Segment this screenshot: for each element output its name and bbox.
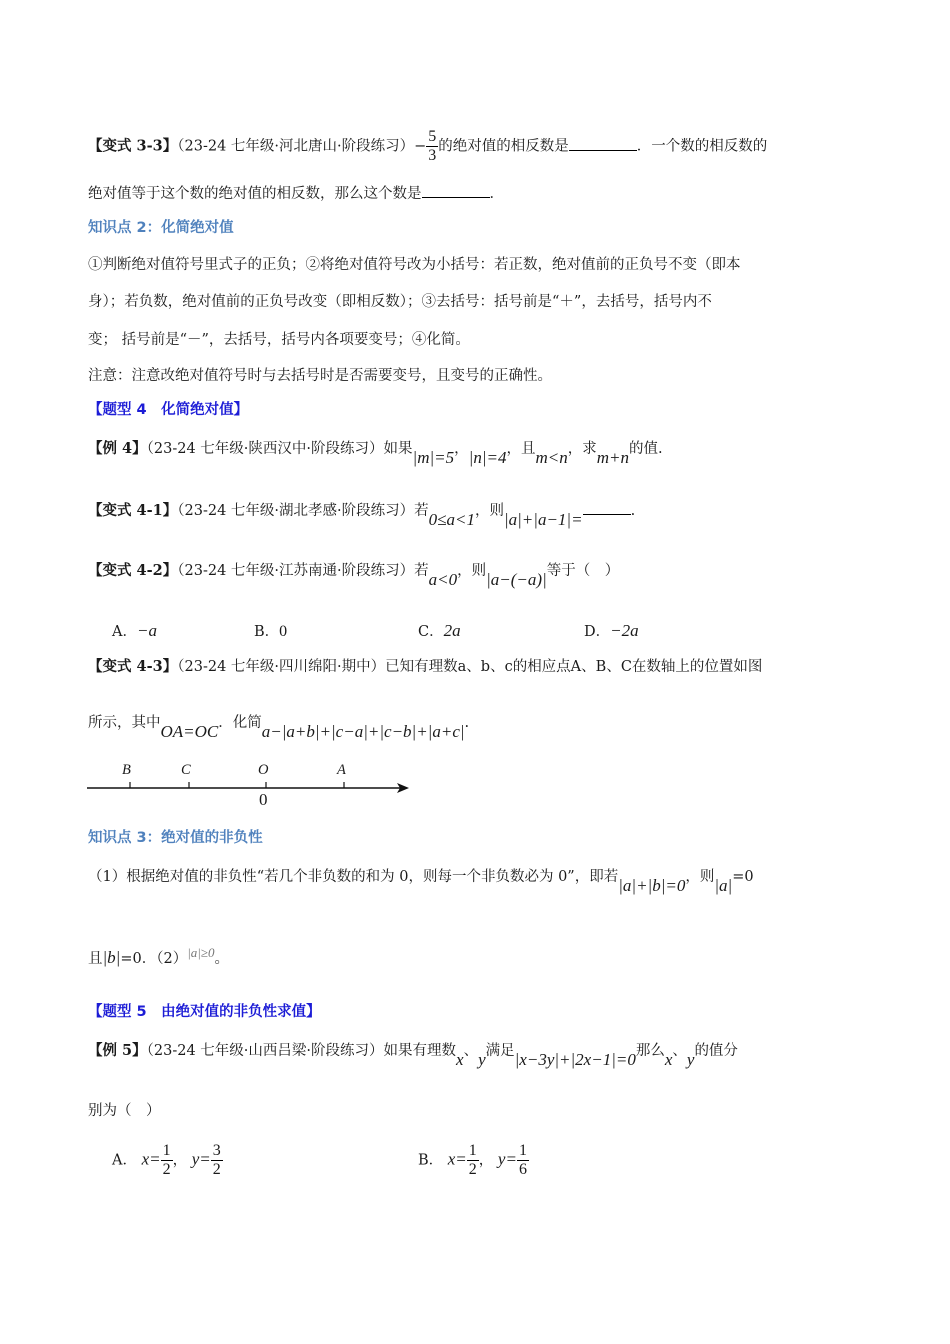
math-expr: |a|≥0 [187,945,215,960]
knowledge-point-2-title: 知识点 2：化简绝对值 [88,220,234,236]
kp2-note: 注意：注意改绝对值符号时与去括号时是否需要变号，且变号的正确性。 [88,368,552,384]
math-expr: |x−3y|+|2x−1|=0 [514,1050,636,1069]
example-5-line2: 别为（ ） [88,1103,161,1119]
number-line-diagram [85,762,415,812]
math-expr: |a| [714,876,733,895]
option-a[interactable]: A． x= $\frac{1}{2}$ ， y= $\frac{3}{2}$ [112,1142,221,1178]
question-type-4-title: 【题型 4 化简绝对值】 [88,402,249,418]
fraction: $\frac{5}{3}$ [428,128,437,164]
option-c[interactable]: C．2a [418,621,461,640]
math-expr: |a−(−a)| [486,570,547,589]
option-b[interactable]: B．0 [254,623,288,640]
minus-sign: − [414,138,427,155]
answer-blank[interactable] [422,183,490,198]
point-label-a: A [337,762,346,778]
variant-4-3: 【变式 4-3】（23-24 七年级·四川绵阳·期中）已知有理数a、b、c的相应点A、B、C在数轴上的位置如图 [88,658,763,675]
math-expr: |a|+|a−1|= [503,510,583,529]
answer-blank[interactable] [569,136,637,151]
example-5: 【例 5】（23-24 七年级·山西吕梁·阶段练习）如果有理数x、y满足|x−3y|+|2x−1|=0那么x、y的值分 [88,1042,738,1069]
source: （23-24 七年级·河北唐山·阶段练习） [177,138,415,155]
math-expr: a<0 [428,570,458,589]
variant-4-3-line2: 所示，其中OA=OC．化简a−|a+b|+|c−a|+|c−b|+|a+c|. [88,715,470,741]
math-expr: m+n [596,448,629,467]
math-expr: m<n [535,448,568,467]
variant-tag: 【变式 3-3】 [88,137,178,155]
variant-3-3-line2: 绝对值等于这个数的绝对值的相反数，那么这个数是 ． [88,183,504,204]
zero-label: 0 [259,790,268,809]
answer-blank[interactable] [583,500,631,515]
example-tag: 【例 4】 [88,440,147,457]
variant-3-3: 【变式 3-3】（23-24 七年级·河北唐山·阶段练习）− $\frac{5}{3}$ 的绝对值的相反数是 ．一个数的相反数的 [88,128,768,164]
kp2-paragraph-1: ①判断绝对值符号里式子的正负；②将绝对值符号改为小括号：若正数，绝对值前的正负号不变（即本 [88,257,741,273]
knowledge-point-3-title: 知识点 3：绝对值的非负性 [88,830,263,846]
example-4: 【例 4】（23-24 七年级·陕西汉中·阶段练习）如果|m|=5，|n|=4，且m<n，求m+n的值. [88,440,663,467]
math-expr: |m|=5 [412,448,455,467]
kp3-paragraph-2: 且|b|=0．（2）|a|≥0。 [88,945,230,967]
math-expr: |n|=4 [468,448,507,467]
math-expr: 0≤a<1 [428,510,475,529]
option-b[interactable]: B． x= $\frac{1}{2}$ ， y= $\frac{1}{6}$ [418,1142,527,1178]
point-label-o: O [258,762,269,778]
kp3-paragraph-1: （1）根据绝对值的非负性“若几个非负数的和为 0，则每一个非负数必为 0”，即若|a|+|b|=0，则|a|=0 [88,869,754,895]
math-expr: |b| [102,948,121,967]
variant-tag: 【变式 4-3】 [88,658,178,675]
option-d[interactable]: D．−2a [584,621,639,640]
math-expr: |a|+|b|=0 [618,876,686,895]
variant-tag: 【变式 4-1】 [88,502,178,519]
point-label-c: C [181,762,191,778]
point-label-b: B [122,762,131,778]
kp2-paragraph-2: 身）；若负数，绝对值前的正负号改变（即相反数）；③去括号：括号前是“＋”，去括号，括号内不 [88,294,712,310]
option-a[interactable]: A．−a [112,621,157,640]
question-type-5-title: 【题型 5 由绝对值的非负性求值】 [88,1004,321,1020]
variant-tag: 【变式 4-2】 [88,562,178,579]
variant-4-2: 【变式 4-2】（23-24 七年级·江苏南通·阶段练习）若a<0，则|a−(−a)|等于（ ） [88,562,620,589]
kp2-paragraph-3: 变； 括号前是“－”，去括号，括号内各项要变号；④化简。 [88,332,470,348]
variant-4-1: 【变式 4-1】（23-24 七年级·湖北孝感·阶段练习）若0≤a<1，则|a|+|a−1|= . [88,502,636,529]
math-expr: a−|a+b|+|c−a|+|c−b|+|a+c| [261,722,465,741]
example-tag: 【例 5】 [88,1042,147,1059]
math-expr: OA=OC [160,722,219,741]
